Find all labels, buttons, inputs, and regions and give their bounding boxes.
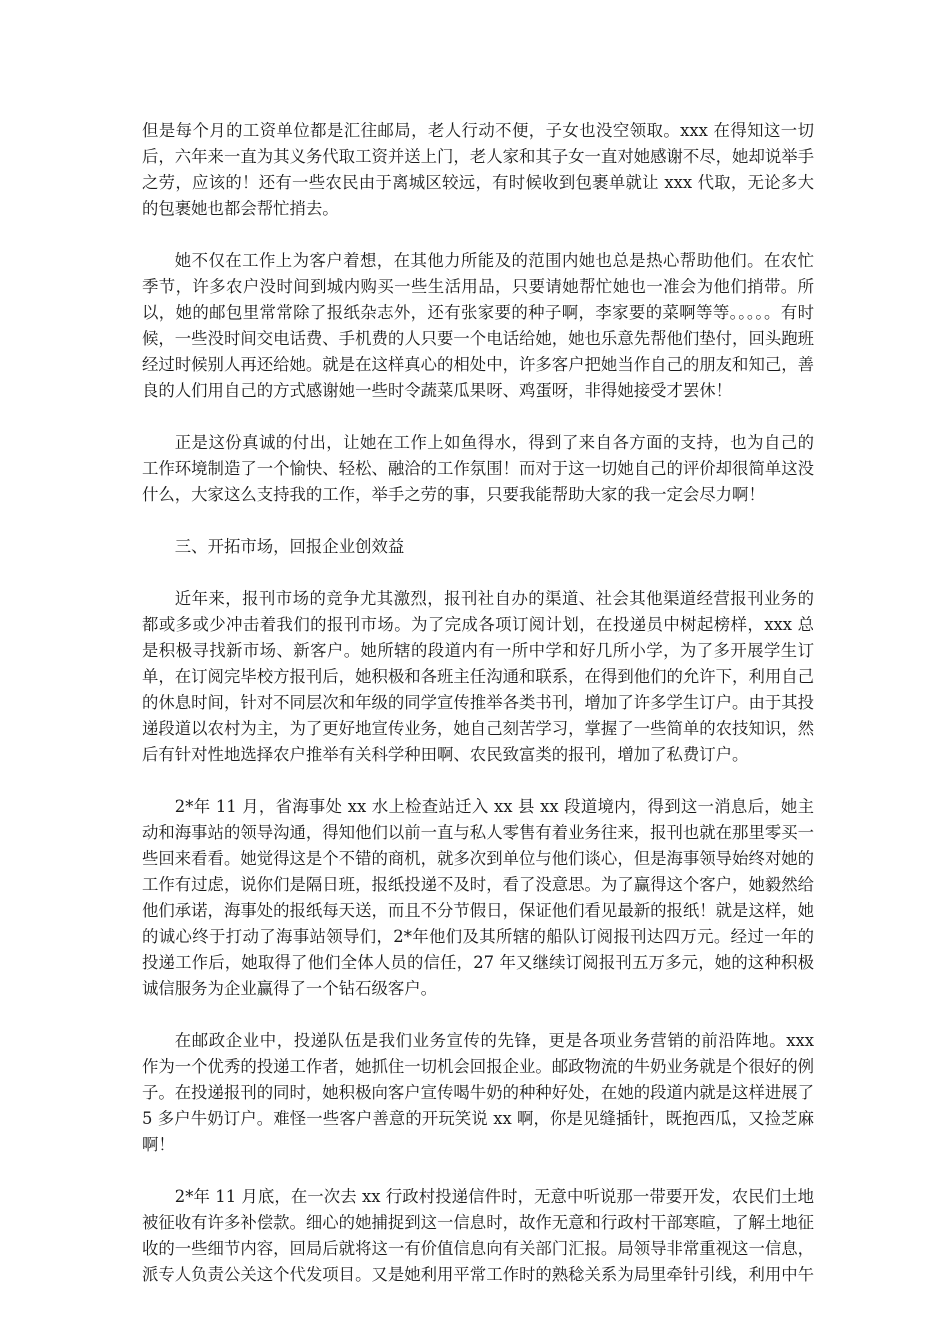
paragraph-6: 在邮政企业中，投递队伍是我们业务宣传的先锋，更是各项业务营销的前沿阵地。xxx 作为一个优秀的投递工作者，她抓住一切机会回报企业。邮政物流的牛奶业务就是个很好的例子。在投递报刊的同时，她积极向客户宣传喝牛奶的种种好处，在她的段道内就是这样进展了 5 多户牛奶订户。难怪一些客户善意的开玩笑说 xx 啊，你是见缝插针，既抱西瓜，又捡芝麻啊！ (142, 1031, 815, 1154)
paragraph-1: 但是每个月的工资单位都是汇往邮局，老人行动不便，子女也没空领取。xxx 在得知这一切后，六年来一直为其义务代取工资并送上门，老人家和其子女一直对她感谢不尽，她却说举手之劳，应该的！还有一些农民由于离城区较远，有时候收到包裹单就让 xxx 代取，无论多大的包裹她也都会帮忙捎去。 (142, 121, 815, 218)
section-heading: 三、开拓市场，回报企业创效益 (174, 537, 405, 556)
paragraph-7: 2*年 11 月底，在一次去 xx 行政村投递信件时，无意中听说那一带要开发，农民们土地被征收有许多补偿款。细心的她捕捉到这一信息时，故作无意和行政村干部寒暄，了解土地征收的一些细节内容，回局后就将这一有价值信息向有关部门汇报。局领导非常重视这一信息，派专人负责公关这个代发项目。又是她利用平常工作时的熟稔关系为局里牵针引线，利用中午 (142, 1187, 815, 1284)
document-page (142, 118, 814, 1314)
paragraph-4: 近年来，报刊市场的竞争尤其激烈，报刊社自办的渠道、社会其他渠道经营报刊业务的都或多或少冲击着我们的报刊市场。为了完成各项订阅计划，在投递员中树起榜样，xxx 总是积极寻找新市场、新客户。她所辖的段道内有一所中学和好几所小学，为了多开展学生订单，在订阅完毕校方报刊后，她积极和各班主任沟通和联系，在得到他们的允许下，利用自己的休息时间，针对不同层次和年级的同学宣传推举各类书刊，增加了许多学生订户。由于其投递段道以农村为主，为了更好地宣传业务，她自己刻苦学习，掌握了一些简单的农技知识，然后有针对性地选择农户推举有关科学种田啊、农民致富类的报刊，增加了私费订户。 (142, 589, 815, 764)
paragraph-5: 2*年 11 月，省海事处 xx 水上检查站迁入 xx 县 xx 段道境内，得到这一消息后，她主动和海事站的领导沟通，得知他们以前一直与私人零售有着业务往来，报刊也就在那里零买一些回来看看。她觉得这是个不错的商机，就多次到单位与他们谈心，但是海事领导始终对她的工作有过虑，说你们是隔日班，报纸投递不及时，看了没意思。为了赢得这个客户，她毅然给他们承诺，海事处的报纸每天送，而且不分节假日，保证他们看见最新的报纸！就是这样，她的诚心终于打动了海事站领导们，2*年他们及其所辖的船队订阅报刊达四万元。经过一年的投递工作后，她取得了他们全体人员的信任，27 年又继续订阅报刊五万多元，她的这种积极诚信服务为企业赢得了一个钻石级客户。 (142, 797, 815, 998)
paragraph-2: 她不仅在工作上为客户着想，在其他力所能及的范围内她也总是热心帮助他们。在农忙季节，许多农户没时间到城内购买一些生活用品，只要请她帮忙她也一准会为他们捎带。所以，她的邮包里常常除了报纸杂志外，还有张家要的种子啊，李家要的菜啊等等。。。。。有时候，一些没时间交电话费、手机费的人只要一个电话给她，她也乐意先帮他们垫付，回头跑班经过时候别人再还给她。就是在这样真心的相处中，许多客户把她当作自己的朋友和知己，善良的人们用自己的方式感谢她一些时令蔬菜瓜果呀、鸡蛋呀，非得她接受才罢休！ (142, 251, 815, 400)
paragraph-3: 正是这份真诚的付出，让她在工作上如鱼得水，得到了来自各方面的支持，也为自己的工作环境制造了一个愉快、轻松、融洽的工作氛围！而对于这一切她自己的评价却很简单这没什么，大家这么支持我的工作，举手之劳的事，只要我能帮助大家的我一定会尽力啊！ (142, 433, 815, 504)
